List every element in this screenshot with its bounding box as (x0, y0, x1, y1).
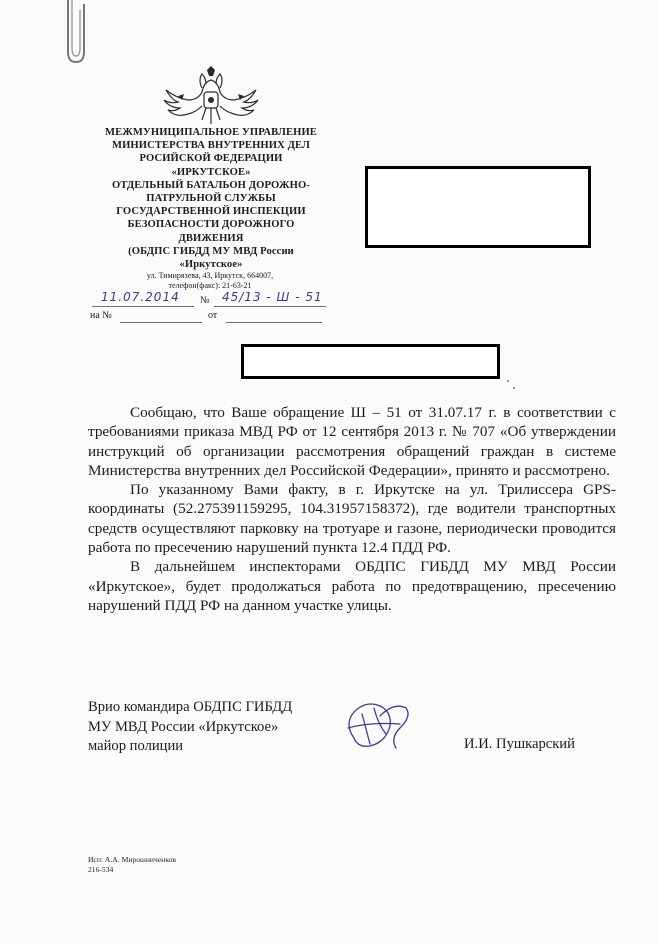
letterhead-line: БЕЗОПАСНОСТИ ДОРОЖНОГО (127, 219, 295, 231)
letterhead-line: (ОБДПС ГИБДД МУ МВД России (128, 245, 294, 257)
date-underline (92, 306, 194, 307)
reply-to-label: на № (90, 310, 112, 321)
signatory-name: И.И. Пушкарский (464, 736, 575, 752)
letterhead-line: ГОСУДАРСТВЕННОЙ ИНСПЕКЦИИ (116, 206, 306, 218)
signatory-title-line: МУ МВД России «Иркутское» (88, 718, 279, 735)
number-underline (214, 306, 326, 307)
letterhead-line: МЕЖМУНИЦИПАЛЬНОЕ УПРАВЛЕНИЕ (105, 127, 317, 138)
executor-phone: 216-534 (88, 865, 114, 874)
signatory-title (88, 698, 292, 757)
letterhead-line: «ИРКУТСКОЕ» (171, 166, 251, 178)
letter-body (88, 403, 616, 615)
body-paragraph: Сообщаю, что Ваше обращение Ш – 51 от 31.07.17 г. в соответствии с требованиями приказа МВД РФ от 12 сентября 2013 г. № 707 «Об утверждении инструкций об организации рассмотрения обращений граждан в системе Министерства внутренних дел Российской Федерации», принято и рассмотрено. (88, 404, 616, 479)
number-label: № (200, 295, 210, 306)
paper-clip-icon (62, 0, 92, 66)
handwritten-number: 45/13 - Ш - 51 (222, 290, 323, 304)
executor-name: Исп: А.А. Мирошниченков (88, 855, 176, 864)
letterhead-line: ДВИЖЕНИЯ (178, 232, 244, 244)
letterhead-line: ОТДЕЛЬНЫЙ БАТАЛЬОН ДОРОЖНО- (112, 179, 310, 191)
from-underline (226, 322, 322, 323)
letterhead-line: РОСИЙСКОЙ ФЕДЕРАЦИИ (139, 153, 283, 165)
letterhead (80, 126, 342, 271)
body-paragraph: В дальнейшем инспекторами ОБДПС ГИБДД МУ МВД России «Иркутское», будет продолжаться работа по предотвращению, пресечению нарушений ПДД РФ на данном участке улицы. (88, 558, 616, 614)
eagle-emblem-icon (158, 66, 264, 126)
signatory-title-line: Врио командира ОБДПС ГИБДД (88, 699, 293, 715)
reply-to-underline (120, 322, 202, 323)
letterhead-line: МИНИСТЕРСТВА ВНУТРЕННИХ ДЕЛ (111, 140, 311, 152)
scan-speck (507, 380, 509, 382)
handwritten-signature (340, 694, 420, 760)
signatory-title-line: майор полиции (88, 738, 184, 754)
letterhead-phone: телефон(факс): 21-63-21 (168, 281, 252, 290)
redacted-addressee-box (365, 166, 591, 248)
letterhead-address: ул. Тимирязева, 43, Иркутск, 664007, (146, 271, 274, 280)
handwritten-date: 11.07.2014 (101, 290, 180, 304)
from-label: от (208, 310, 218, 321)
scan-speck (513, 387, 515, 389)
body-paragraph: По указанному Вами факту, в г. Иркутске на ул. Трилиссера GPS-координаты (52.275391159295, 104.31957158372), где водители транспортных средств осуществляют парковку на тротуаре и газоне, периодически проводится работа по пресечению нарушений пункта 12.4 ПДД РФ. (88, 481, 616, 557)
letterhead-line: «Иркутское» (179, 259, 243, 271)
redacted-salutation-box (241, 344, 500, 379)
executor-info (88, 855, 176, 875)
letterhead-line: ПАТРУЛЬНОЙ СЛУЖБЫ (146, 193, 276, 205)
